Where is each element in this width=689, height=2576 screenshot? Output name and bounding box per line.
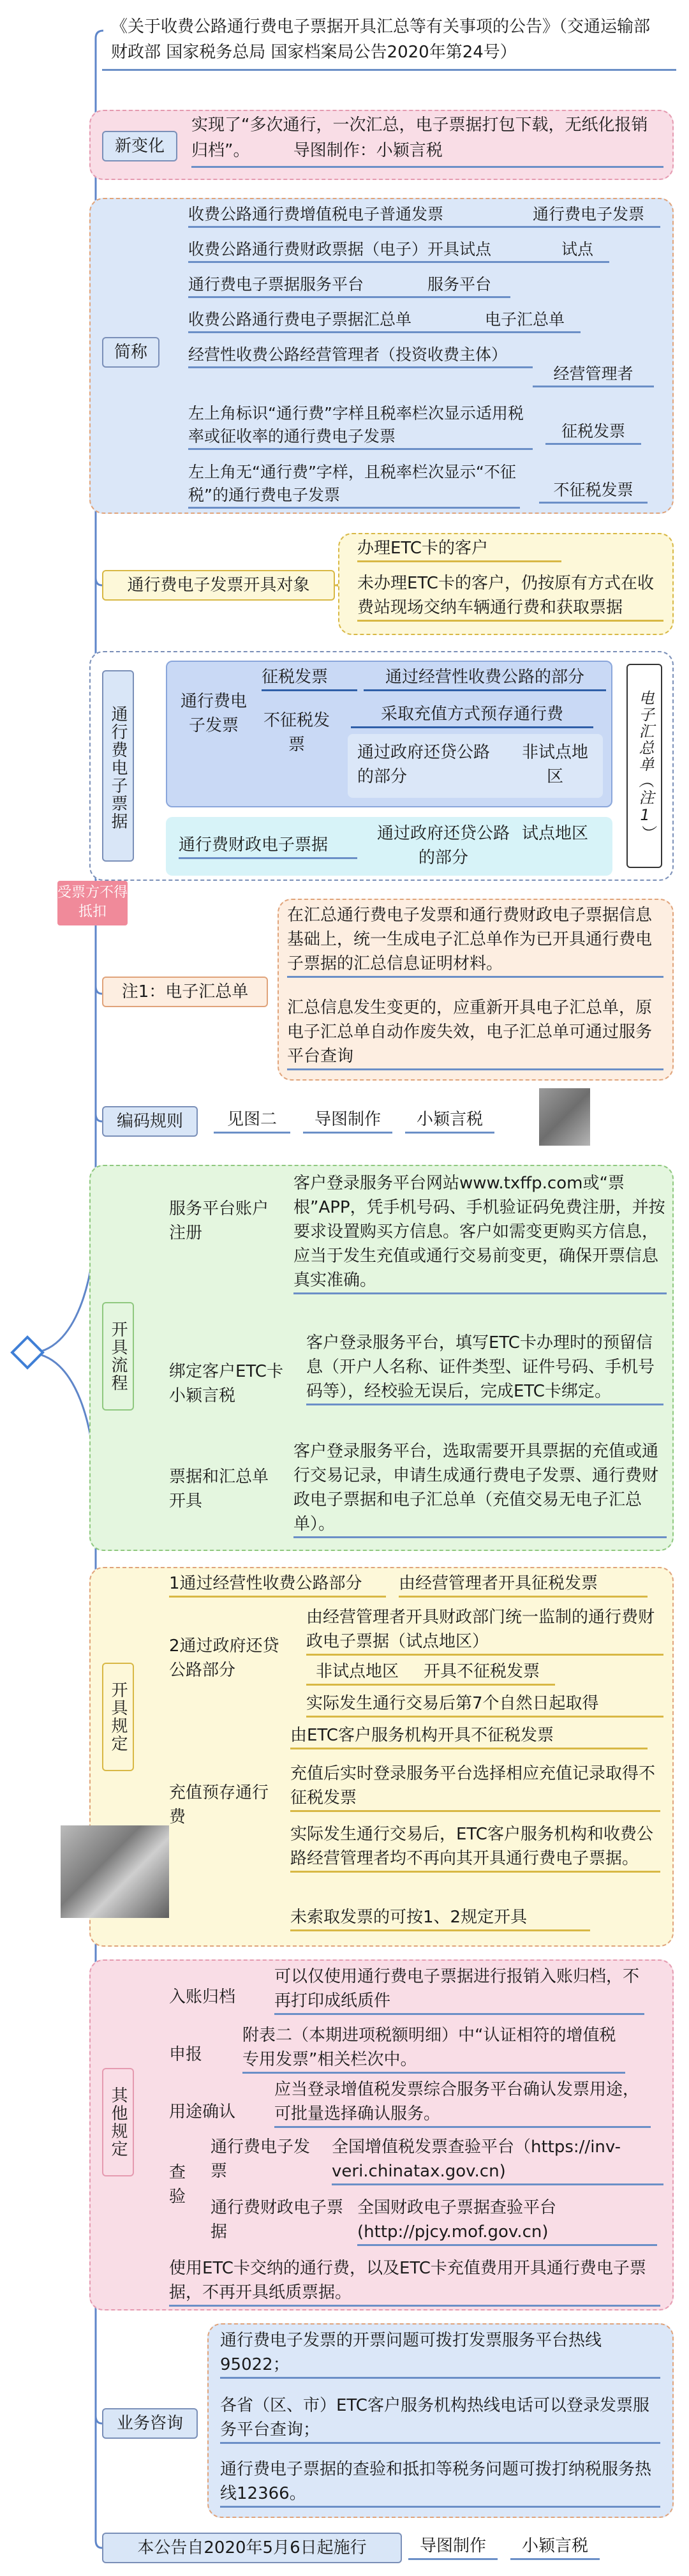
new-changes-credit: 导图制作：小颖言税 bbox=[293, 141, 443, 160]
abbr-item: 左上角无“通行费”字样，且税率栏次显示“不征税”的通行费电子发票 bbox=[188, 461, 520, 509]
other-item-name: 用途确认 bbox=[169, 2102, 236, 2122]
verify-label: 查验 bbox=[169, 2163, 186, 2206]
taxed-invoice-desc: 通过经营性收费公路的部分 bbox=[364, 665, 606, 691]
rule3-b: 充值后实时登录服务平台选择相应充值记录取得不征税发票 bbox=[290, 1762, 660, 1812]
process-step-desc: 客户登录服务平台，填写ETC卡办理时的预留信息（开户人名称、证件类型、证件号码、手机号码等），经校验无误后，完成ETC卡绑定。 bbox=[306, 1331, 663, 1405]
untaxed-invoice-a: 采取充值方式预存通行费 bbox=[351, 702, 593, 728]
abbr-short: 服务平台 bbox=[408, 273, 510, 298]
note1-label: 注1：电子汇总单 bbox=[102, 977, 268, 1007]
abbr-short: 通行费电子发票 bbox=[517, 203, 660, 228]
rule3-a: 由ETC客户服务机构开具不征税发票 bbox=[290, 1723, 648, 1749]
rule3-c: 实际发生通行交易后，ETC客户服务机构和收费公路经营管理者均不再向其开具通行费电子票据。 bbox=[290, 1822, 660, 1873]
summary-side-note: 电子汇总单（注1） bbox=[626, 664, 662, 868]
process-step-desc: 客户登录服务平台网站www.txffp.com或“票根”APP，凭手机号码、手机验证码免费注册，并按要求设置购买方信息。客户如需变更购买方信息，应当于发生充值或通行交易前变更，确保开票信息真实准确。 bbox=[293, 1171, 667, 1294]
page-title: 《关于收费公路通行费电子票据开具汇总等有关事项的公告》（交通运输部 财政部 国家税务总局 国家档案局公告2020年第24号） bbox=[102, 14, 676, 71]
rule3-d: 未索取发票的可按1、2规定开具 bbox=[290, 1905, 590, 1931]
abbr-short: 电子汇总单 bbox=[469, 308, 581, 333]
abbr-item: 左上角标识“通行费”字样且税率栏次显示适用税率或征收率的通行费电子发票 bbox=[188, 402, 533, 450]
new-changes-label: 新变化 bbox=[102, 131, 177, 161]
spine-down bbox=[29, 1353, 96, 1494]
untaxed-invoice: 不征税发票 bbox=[263, 711, 330, 754]
abbr-item: 收费公路通行费电子票据汇总单 bbox=[188, 308, 469, 333]
issue-target-item: 办理ETC卡的客户 bbox=[357, 536, 561, 562]
consult-label: 业务咨询 bbox=[102, 2408, 198, 2439]
no-deduction-warn: 受票方不得抵扣 bbox=[57, 881, 128, 925]
other-item-name: 申报 bbox=[169, 2045, 203, 2064]
coding-rules-c: 小颖言税 bbox=[405, 1107, 494, 1134]
process-step-name: 绑定客户ETC卡 小颖言税 bbox=[169, 1362, 283, 1405]
consult-item: 通行费电子票据的查验和抵扣等税务问题可拨打纳税服务热线12366。 bbox=[220, 2457, 660, 2508]
abbr-short: 试点 bbox=[545, 238, 609, 263]
abbr-short: 不征税发票 bbox=[539, 479, 648, 504]
effective-credit-a: 导图制作 bbox=[408, 2534, 498, 2560]
rule1-desc: 由经营管理者开具征税发票 bbox=[399, 1571, 648, 1598]
note1-item: 在汇总通行费电子发票和通行费财政电子票据信息基础上，统一生成电子汇总单作为已开具通行费电子票据的汇总信息证明材料。 bbox=[287, 903, 663, 978]
other-item-name: 入账归档 bbox=[169, 1988, 236, 2007]
other-item-desc: 可以仅使用通行费电子票据进行报销入账归档，不再打印成纸质件 bbox=[274, 1965, 644, 2015]
consult-item: 各省（区、市）ETC客户服务机构热线电话可以登录发票服务平台查询； bbox=[220, 2393, 660, 2444]
issue-target-item: 未办理ETC卡的客户，仍按原有方式在收费站现场交纳车辆通行费和获取票据 bbox=[357, 571, 663, 622]
abbr-short: 经营管理者 bbox=[533, 363, 654, 387]
process-step-name: 票据和汇总单开具 bbox=[169, 1467, 269, 1511]
e-invoice-label: 通行费电子发票 bbox=[180, 692, 247, 735]
rule2-b-desc: 开具不征税发票 bbox=[408, 1659, 555, 1686]
abbr-short: 征税发票 bbox=[545, 420, 641, 445]
effective-date-label: 本公告自2020年5月6日起施行 bbox=[102, 2533, 402, 2563]
rule2-b: 非试点地区 bbox=[306, 1659, 408, 1686]
new-changes-text bbox=[191, 112, 663, 168]
untaxed-invoice-b: 通过政府还贷公路的部分 bbox=[357, 743, 491, 786]
finance-ticket-desc: 通过政府还贷公路的部分 bbox=[376, 824, 510, 867]
coding-rules-a: 见图二 bbox=[214, 1107, 290, 1134]
process-label: 开具流程 bbox=[102, 1302, 134, 1411]
verify-item-desc: 全国财政电子票据查验平台(http://pjcy.mof.gov.cn) bbox=[357, 2196, 657, 2246]
coding-rules-label: 编码规则 bbox=[102, 1106, 198, 1137]
other-item-desc: 附表二（本期进项税额明细）中“认证相符的增值税专用发票”相关栏次中。 bbox=[242, 2023, 625, 2074]
abbreviation-label: 简称 bbox=[102, 337, 159, 368]
qr-code-image bbox=[61, 1825, 169, 1918]
abbr-item: 收费公路通行费增值税电子普通发票 bbox=[188, 203, 520, 228]
spine-up bbox=[29, 1213, 96, 1353]
issue-target-label: 通行费电子发票开具对象 bbox=[102, 570, 335, 601]
toll-e-ticket-label: 通行费电子票据 bbox=[102, 670, 134, 862]
effective-credit-b: 小颖言税 bbox=[510, 2534, 600, 2560]
verify-item-name: 通行费电子发票 bbox=[211, 2138, 311, 2181]
abbr-item: 通行费电子票据服务平台 bbox=[188, 273, 408, 298]
coding-rules-b: 导图制作 bbox=[303, 1107, 392, 1134]
verify-item-desc: 全国增值税发票查验平台（https://inv-veri.chinatax.gov.cn) bbox=[332, 2135, 663, 2185]
rules-label: 开具规定 bbox=[102, 1663, 134, 1771]
taxed-invoice: 征税发票 bbox=[262, 665, 357, 691]
qr-code-image bbox=[539, 1088, 590, 1146]
other-last: 使用ETC卡交纳的通行费，以及ETC卡充值费用开具通行费电子票据，不再开具纸质票据。 bbox=[169, 2256, 660, 2307]
other-item-desc: 应当登录增值税发票综合服务平台确认发票用途，可批量选择确认服务。 bbox=[274, 2078, 651, 2128]
untaxed-invoice-b-tag: 非试点地区 bbox=[521, 743, 588, 786]
rule2-name: 2通过政府还贷公路部分 bbox=[169, 1636, 279, 1680]
other-rules-label: 其他规定 bbox=[102, 2068, 134, 2176]
process-step-desc: 客户登录服务平台，选取需要开具票据的充值或通行交易记录，申请生成通行费电子发票、通行费财政电子票据和电子汇总单（充值交易无电子汇总单）。 bbox=[293, 1439, 667, 1538]
rule2-a: 由经营管理者开具财政部门统一监制的通行费财政电子票据（试点地区） bbox=[306, 1605, 663, 1656]
finance-ticket-label: 通行费财政电子票据 bbox=[179, 833, 357, 859]
abbr-item: 收费公路通行费财政票据（电子）开具试点 bbox=[188, 238, 545, 263]
rule3-name: 充值预存通行费 bbox=[169, 1783, 269, 1827]
new-changes-content: 实现了“多次通行，一次汇总，电子票据打包下载，无纸化报销归档”。 bbox=[191, 116, 648, 160]
note1-item: 汇总信息发生变更的，应重新开具电子汇总单，原电子汇总单自动作废失效，电子汇总单可通过服务平台查询 bbox=[287, 996, 663, 1070]
abbr-item: 经营性收费公路经营管理者（投资收费主体） bbox=[188, 343, 533, 368]
process-step-name: 服务平台账户注册 bbox=[169, 1199, 269, 1243]
rule2-c: 实际发生通行交易后第7个自然日起取得 bbox=[306, 1691, 663, 1718]
rule1-name: 1通过经营性收费公路部分 bbox=[169, 1571, 386, 1598]
consult-item: 通行费电子发票的开票问题可拨打发票服务平台热线95022； bbox=[220, 2328, 660, 2379]
finance-ticket-tag: 试点地区 bbox=[521, 824, 588, 843]
verify-item-name: 通行费财政电子票据 bbox=[211, 2198, 344, 2242]
